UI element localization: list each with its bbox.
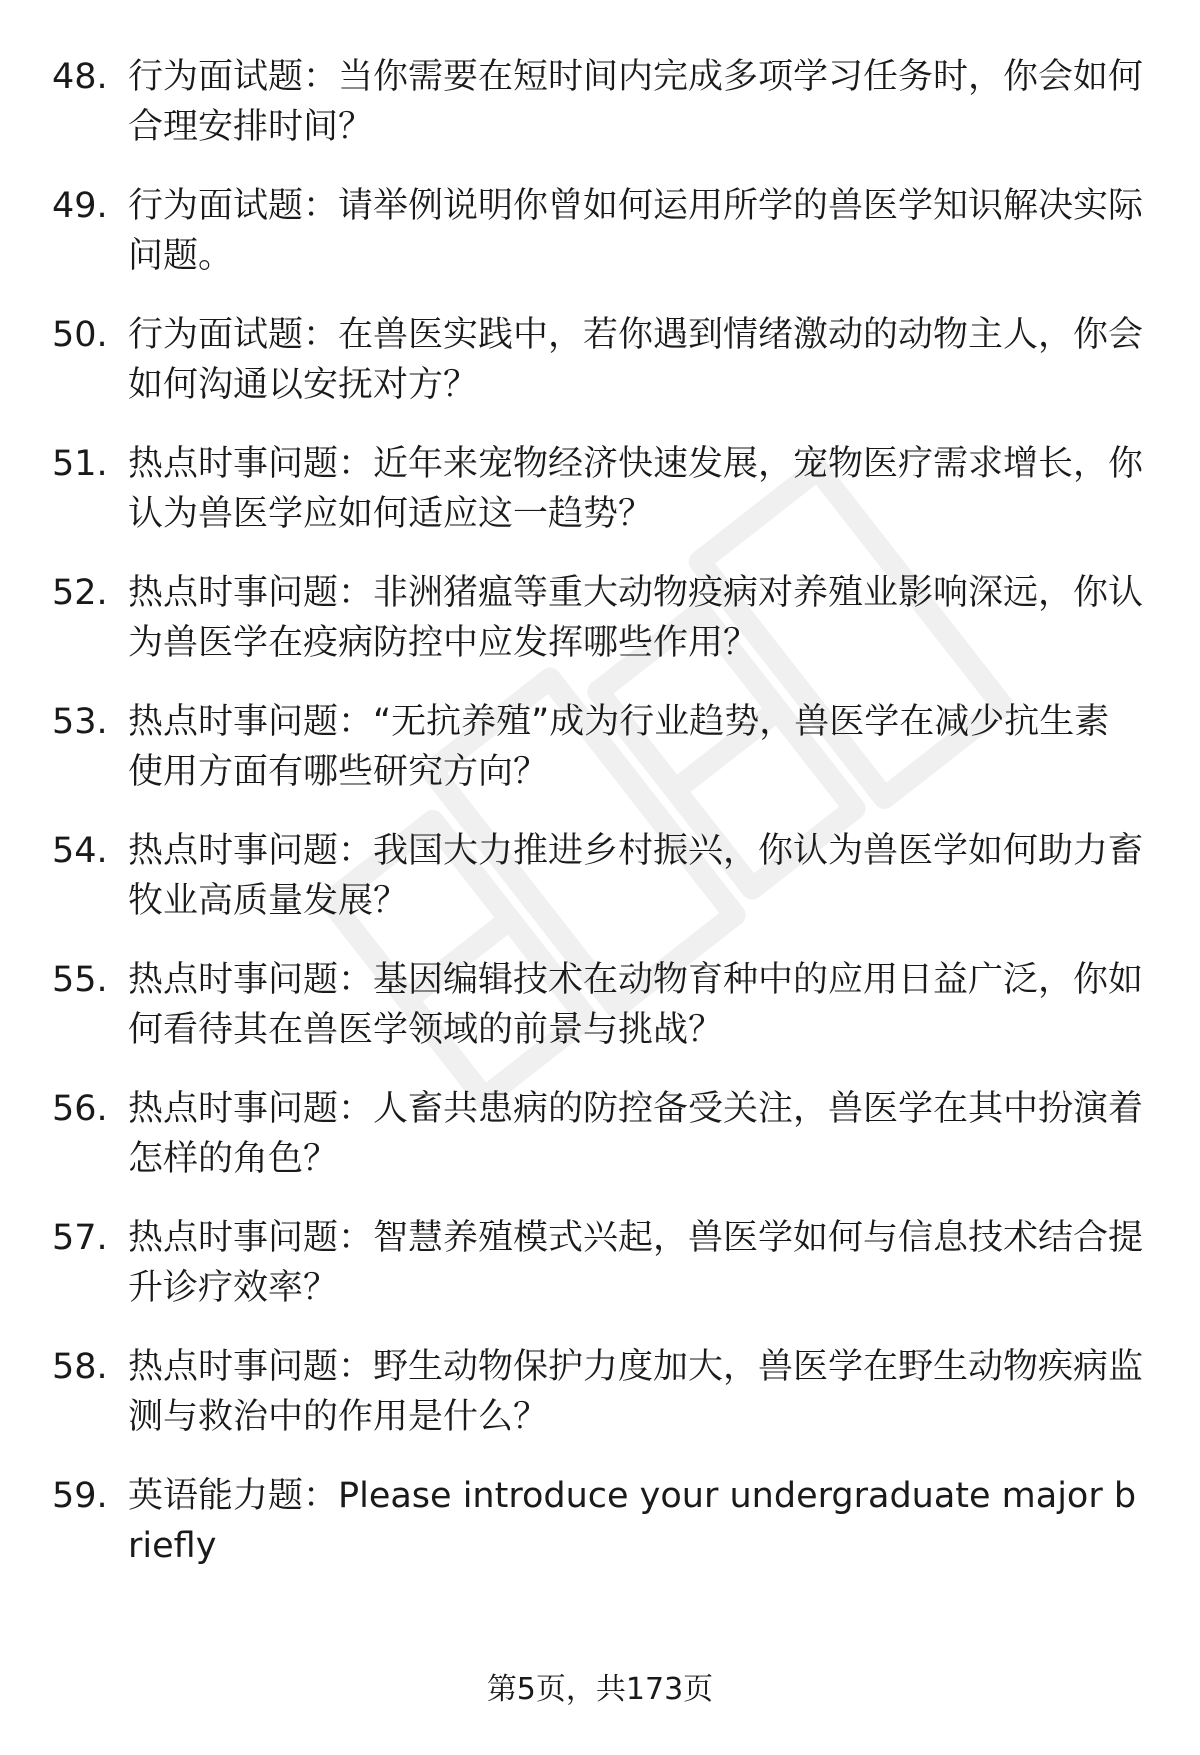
question-item-51 bbox=[0, 439, 1200, 568]
question-text: 热点时事问题：人畜共患病的防控备受关注，兽医学在其中扮演着怎样的角色？ bbox=[128, 1089, 1144, 1179]
question-number: 59. bbox=[52, 1476, 108, 1516]
question-item-52 bbox=[0, 568, 1200, 697]
question-item-54 bbox=[0, 826, 1200, 955]
question-item-50 bbox=[0, 310, 1200, 439]
question-number: 56. bbox=[52, 1089, 108, 1129]
question-number: 55. bbox=[52, 960, 108, 1000]
question-text: 热点时事问题：基因编辑技术在动物育种中的应用日益广泛，你如何看待其在兽医学领域的前景与挑战？ bbox=[128, 960, 1144, 1050]
question-number: 51. bbox=[52, 444, 108, 484]
question-text: 热点时事问题：我国大力推进乡村振兴，你认为兽医学如何助力畜牧业高质量发展？ bbox=[128, 831, 1144, 921]
question-number: 48. bbox=[52, 57, 108, 97]
question-text: 热点时事问题：智慧养殖模式兴起，兽医学如何与信息技术结合提升诊疗效率？ bbox=[128, 1218, 1144, 1308]
question-text: 英语能力题：Please introduce your undergraduate major briefly bbox=[128, 1476, 1137, 1566]
question-item-58 bbox=[0, 1342, 1200, 1471]
question-number: 57. bbox=[52, 1218, 108, 1258]
question-text: 热点时事问题：野生动物保护力度加大，兽医学在野生动物疾病监测与救治中的作用是什么？ bbox=[128, 1347, 1144, 1437]
question-number: 50. bbox=[52, 315, 108, 355]
question-text: 热点时事问题：近年来宠物经济快速发展，宠物医疗需求增长，你认为兽医学应如何适应这一趋势？ bbox=[128, 444, 1144, 534]
question-item-56 bbox=[0, 1084, 1200, 1213]
question-item-59 bbox=[0, 1471, 1200, 1600]
question-number: 49. bbox=[52, 186, 108, 226]
page-number-footer: 第5页，共173页 bbox=[486, 1672, 714, 1707]
question-number: 53. bbox=[52, 702, 108, 742]
question-item-55 bbox=[0, 955, 1200, 1084]
question-text: 热点时事问题：“无抗养殖”成为行业趋势，兽医学在减少抗生素使用方面有哪些研究方向？ bbox=[128, 702, 1110, 792]
question-item-49 bbox=[0, 181, 1200, 310]
question-text: 行为面试题：在兽医实践中，若你遇到情绪激动的动物主人，你会如何沟通以安抚对方？ bbox=[128, 315, 1144, 405]
question-list bbox=[0, 52, 1200, 1600]
question-item-57 bbox=[0, 1213, 1200, 1342]
question-item-53 bbox=[0, 697, 1200, 826]
question-item-48 bbox=[0, 52, 1200, 181]
question-number: 52. bbox=[52, 573, 108, 613]
question-text: 行为面试题：当你需要在短时间内完成多项学习任务时，你会如何合理安排时间？ bbox=[128, 57, 1144, 147]
question-number: 58. bbox=[52, 1347, 108, 1387]
question-text: 行为面试题：请举例说明你曾如何运用所学的兽医学知识解决实际问题。 bbox=[128, 186, 1144, 276]
question-text: 热点时事问题：非洲猪瘟等重大动物疫病对养殖业影响深远，你认为兽医学在疫病防控中应发挥哪些作用？ bbox=[128, 573, 1144, 663]
question-number: 54. bbox=[52, 831, 108, 871]
